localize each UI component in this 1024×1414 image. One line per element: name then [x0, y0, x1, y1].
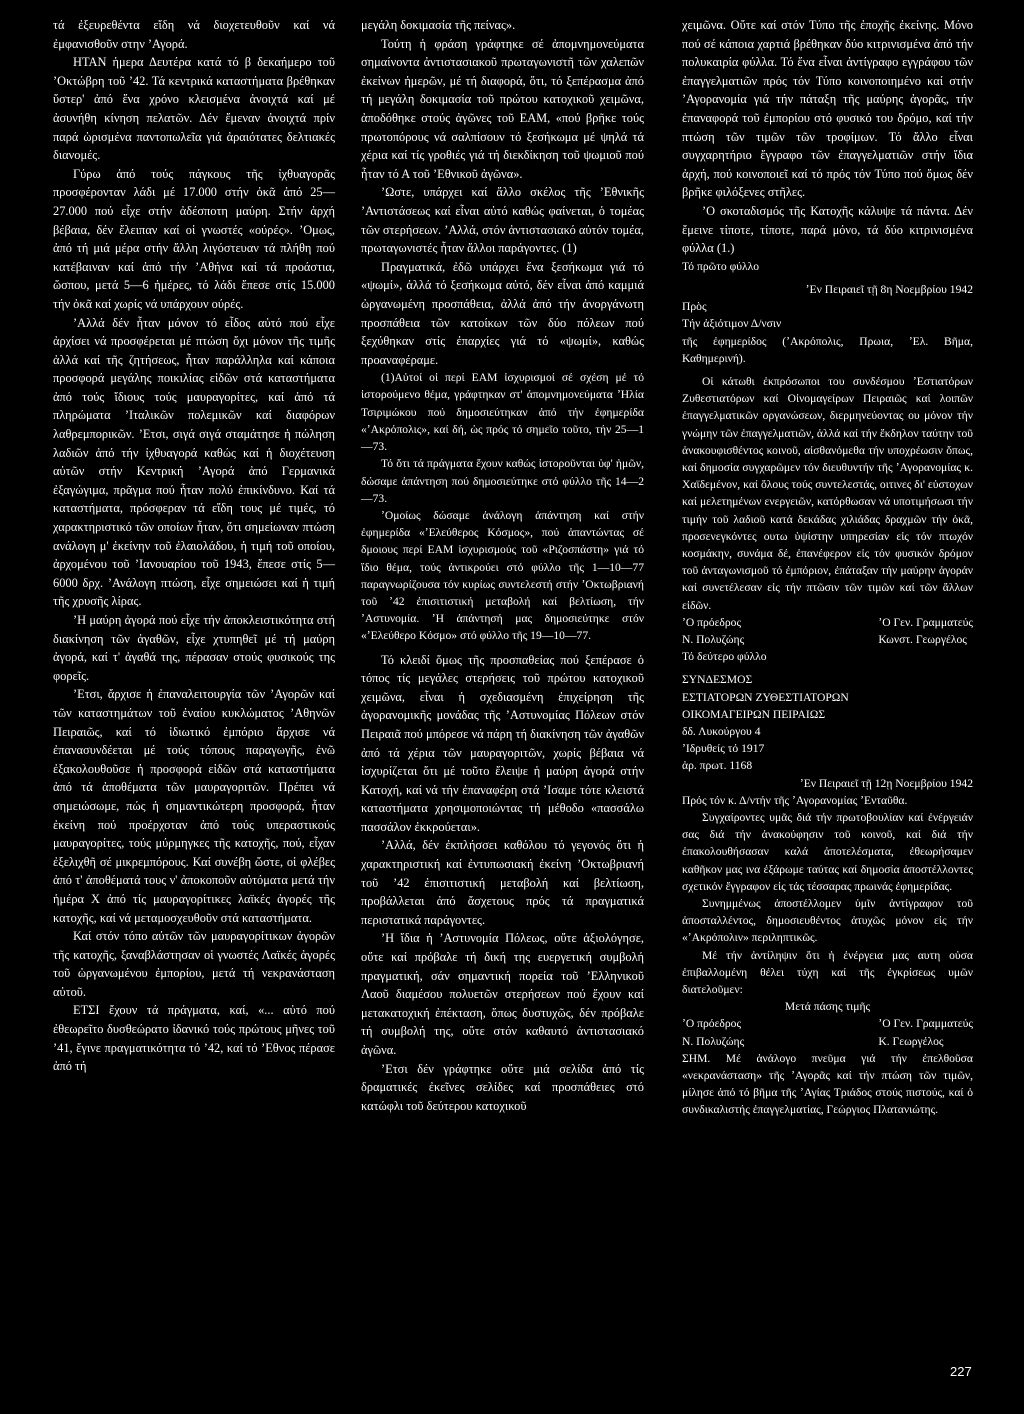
signature-title: ʼΟ Γεν. Γραμματεύς [878, 615, 973, 629]
paragraph: Καί στόν τόπο αὐτῶν τῶν μαυραγορίτικων ἀγορῶν τῆς κατοχῆς, ξαναβλάστησαν οἱ γνωστές Λαϊκές ἀγορές τοῦ ὠργανωμένου ἐμπορίου, μετά τή νεκρανάσταση αὐτοῦ. [53, 929, 335, 999]
letter-org-detail: ʼΙδρυθείς τό 1917 [682, 742, 765, 756]
letter-signatures [682, 614, 973, 648]
letter-org-detail: δδ. Λυκούργου 4 [682, 725, 761, 738]
footnote-block [361, 369, 644, 644]
paragraph: χειμῶνα. Οὔτε καί στόν Τύπο τῆς ἐποχῆς ἐκείνης. Μόνο πού σέ κάποια χαρτιά βρέθηκαν δύο κιτρινισμένα ἀπό τήν πολυκαιρία φύλλα. Τό ἕνα εἶναι ἀντίγραφο εγγράφου τῶν ἐπαγγελματιῶν πρός τόν Τύπο κοινοποιημένο καί στήν ʼΑγορανομία γιά τήν πάταξη τῆς μαύρης ἀγορᾶς, τήν ἐπαναφορά τοῦ ἐμπορίου στό φυσικό του δρόμο, καί τήν πτώση τῶν τιμῶν τῶν τροφίμων. Τό ἄλλο εἶναι συγχαρητήριο ἔγγραφο τῶν ἐπαγγελματιῶν στήν ἴδια ἀρχή, πού κοινοποιεῖ καί τό πρός τόν Τύπο πού ὅμως δέν βρῆκε φιλόξενες στῆλες. [682, 18, 973, 200]
letter-closing: Μετά πάσης τιμῆς [784, 1000, 871, 1014]
paragraph: Τούτη ἡ φράση γράφτηκε σέ ἀπομνημονεύματα σημαίνοντα ἀντιστασιακοῦ πρωταγωνιστῆ τῶν χαλεπῶν ἐκείνων ἡμερῶν, μέ τή διαφορά, ὅτι, τό ξεπέρασμα ἀπό τή μεγάλη δοκιμασία τοῦ πρώτου κατοχικοῦ χειμῶνα, ἀποδόθηκε στούς ἀγῶνες τοῦ ΕΑΜ, «πού βρῆκε τούς πρωτοπόρους νά σαλπίσουν τό ξεσήκωμα μέ ψηλά τά χέρια καί τίς γροθιές γιά τή διεκδίκηση τοῦ ψωμιοῦ πού ἦταν τό Α τοῦ ʼΕθνικοῦ ἀγῶνα». [361, 36, 644, 181]
letter-recipient: Πρός τόν κ. Δ/ντήν τῆς ʼΑγορανομίας ʼΕνταῦθα. [682, 793, 908, 807]
signature-right [878, 1015, 973, 1049]
letter-date: ʼΕν Πειραιεῖ τῇ 8η Νοεμβρίου 1942 [805, 282, 973, 296]
paragraph: Τό κλειδί ὅμως τῆς προσπαθείας πού ξεπέρασε ὁ τόπος τίς μεγάλες στερήσεις τοῦ πρώτου κατοχικοῦ χειμῶνα, εἶναι ἡ σχεδιασμένη ἐπιχείρηση τῆς ἀγορανομικῆς μονάδας τῆς ʼΑστυνομίας Πόλεων στόν Πειραιᾶ πού μπόρεσε νά πάρη τή διακίνηση τῶν ἀγαθῶν ἀπό τά χέρια τῶν μαυραγοριτῶν, χωρίς βέβαια νά ἰσχυρίζεται ὅτι μέ τοῦτο ἔλειψε ἡ μαύρη ἀγορά στήν Κατοχή, καί νά τήν ἐπαναφέρη στά ʼΙσαμε τότε κλειστά καταστήματα χρησιμοποιώντας τή μέθοδο «πασσάλω πασσάλον ἐκκρούεται». [361, 652, 644, 834]
paragraph: Πραγματικά, ἐδῶ υπάρχει ἕνα ξεσήκωμα γιά τό «ψωμί», ἀλλά τό ξεσήκωμα αὐτό, δέν εἶναι ἀπό καμμιά ὠργανωμένη προσπάθεια, ἀλλά ἀπό τήν ἀνοργάνωτη προσπάθεια τῶν κατοίκων τῶν δύο πόλεων πού ξεχύθηκαν στίς ἐπαρχίες γιά τό «ψωμί», καθώς προαναφέραμε. [361, 259, 644, 367]
letter-recipient: τῆς ἐφημερίδος (ʼΑκρόπολις, Πρωια, ʼΕλ. Βῆμα, Καθημερινή). [682, 334, 973, 365]
paragraph: ʼΗ ἴδια ἡ ʼΑστυνομία Πόλεως, οὔτε ἀξιολόγησε, οὔτε καί πρόβαλε τή δική της ευεργετική συμβολή πραγματική, σάν σημαντική πορεία τοῦ ʼΕλληνικοῦ Λαοῦ διαμέσου πολυετῶν στερήσεων πού ἔχουν καί μετακατοχική ἐπέκταση, ὅπως δυστυχῶς, δέν πρόβαλε τή συμβολή της, οὔτε στόν καθαυτό ἀντιστασιακό ἀγῶνα. [361, 931, 644, 1057]
letter-note: ΣΗΜ. Μέ ἀνάλογο πνεῦμα γιά τήν ἐπελθοῦσα «νεκρανάσταση» τῆς ʼΑγορᾶς καί τήν πτώση τῶν τιμῶν, μίλησε ἀπό τό βῆμα τῆς ʼΑγίας Τριάδος στούς πιστούς, καί ὁ συνδικαλιστής ἐπαγγελματίας, Γεώργιος Πλατανιώτης. [682, 1051, 973, 1117]
paragraph: ʼΕτσι, ἄρχισε ἡ ἐπαναλειτουργία τῶν ʼΑγορῶν καί τῶν καταστημάτων τοῦ ἐναίου κυκλώματος ʼΑθηνῶν Πειραιῶς, καί τό ἰδιωτικό ἐμπόριο ἄρχισε νά ἐπανασυνδέεται μέ τούς τόπους παραγωγῆς, ἐνῶ ἐξακολουθοῦσε ἡ προσφορά εἰδῶν στά καταστήματα ἀπό τά ἀποθέματα τῶν μαυραγοριτῶν. Πρέπει νά σημειώσωμε, πώς ἡ σημαντικώτερη προσφορά, ἦταν ἐκείνη πού προέρχοταν ἀπό τούς υπεραστικούς μαυραγορίτες, τούς μύρμηγκες τῆς κατοχῆς, πού, εἶχαν ἐξελιχθῆ σέ μικρεμπόρους. Καί συνέβη ὥστε, οἱ φλέβες ἀπό τ' ἀποθέματά τους ν' ἀποκοποῦν αὐτόματα μετά τήν ἡμέρα Χ ἀπό τίς μαυραγορίτικες λαϊκές ἀγορές τῆς κατοχῆς, καί νά μεταμοσχευθοῦν στά καταστήματα. [53, 687, 335, 925]
signature-left [682, 1015, 744, 1049]
letter-org-detail: ἀρ. πρωτ. 1168 [682, 759, 753, 773]
paragraph: ʼΟ σκοταδισμός τῆς Κατοχῆς κάλυψε τά πάντα. Δέν ἔμεινε τίποτε, τίποτε, παρά μόνο, τά δύο κιτρινισμένα φύλλα (1.) [682, 203, 973, 256]
letter-body: Συγχαίροντες υμᾶς διά τήν πρωτοβουλίαν καί ἐνέργειάν σας διά τήν ἀνακούφησιν τοῦ κοινοῦ, καί διά τήν ἐπακολουθήσασαν καλά ἀποτελέσματα, ἐθεωρήσαμεν καθῆκον μας ινα ἐξάρωμε ταύτας καί δημοσία ἀποστέλλοντες σχετικόν ἔγγραφον εἰς τάς τέσσαρας πρωινάς ἐφημερίδας. [682, 811, 973, 893]
paragraph: ʼΑλλά δέν ἦταν μόνον τό εἶδος αὐτό πού εἶχε ἀρχίσει νά προσφέρεται μέ πτώση ὄχι μόνον τῆς τιμῆς ἀλλά καί τῆς ζητήσεως, ἦταν παράλληλα καί κάποια προσφορά μεγάλης ποικιλίας εἰδῶν στά καταστήματα ἀπό τούς ἴδιους τούς μαυραγορίτες, καί ἀπό τά πληρώματα ʼΙταλικῶν πολεμικῶν καί διαφόρων λαθρεμπορικῶν. ʼΕτσι, σιγά σιγά σταμάτησε ἡ πώληση λαδιῶν ἀπό τήν ἰχθυαγορά καθώς καί ἡ διοχέτευση αὐτῶν στήν Κεντρική ʼΑγορά ἀπό Γερμανικά ἐξαγώγιμα, πρᾶγμα πού ἦταν πολύ ἐπικίνδυνο. Καί τά καταστήματα, πρόσφεραν τά εἴδη τους μέ τιμές, τό χαρακτηριστικό τῶν οποίων ἦταν, ὅτι σημείωναν πτώση ανάλογη μ' ἐκείνην τοῦ ἐλαιολάδου, ἡ τιμή τοῦ οποίου, ἀρχομένου τοῦ ʼΙανουαρίου τοῦ 1943, ἔπεσε στίς 5—6000 δρχ. ʼΑνάλογη πτώση, εἶχε σημειώσει καί ἡ τιμή τῆς χρυσῆς λίρας. [53, 315, 335, 609]
letter-org: ΟΙΚΟΜΑΓΕΙΡΩΝ ΠΕΙΡΑΙΩΣ [682, 707, 826, 721]
letter-org: ΕΣΤΙΑΤΟΡΩΝ ΖΥΘΕΣΤΙΑΤΟΡΩΝ [682, 690, 849, 704]
letter-first [682, 258, 973, 648]
paragraph: ʼΕτσι δέν γράφτηκε οὔτε μιά σελίδα ἀπό τίς δραματικές ἐκεῖνες σελίδες καί προσπάθειες στό κατώφλι τοῦ δεύτερου κατοχικοῦ [361, 1061, 644, 1113]
column-right [682, 16, 973, 1119]
signature-name: Κωνστ. Γεωργέλος [878, 632, 967, 646]
column-left [53, 16, 335, 1076]
footnote: (1)Αὐτοί οἱ περί ΕΑΜ ἰσχυρισμοί σέ σχέση μέ τό ἱστορούμενο θέμα, γράφτηκαν στ' ἀπομνημονεύματα ʼΗλία Τσιριμώκου πού δημοσιεύτηκαν ἀπό τήν ἐφημερίδα «ʼΑκρόπολις», καί δή, ὡς πρός τό σημεῖο τοῦτο, τήν 25—1—73. [361, 371, 644, 454]
signature-title: ʼΟ πρόεδρος [682, 1017, 742, 1031]
footnote: Τό ὅτι τά πράγματα ἔχουν καθώς ἱστοροῦνται ὑφ' ἡμῶν, δώσαμε ἀπάντηση πού δημοσιεύτηκε στό φύλλο τῆς 14—2—73. [361, 457, 644, 505]
letter-body: Συνημμένως ἀποστέλλομεν ὑμῖν ἀντίγραφον τοῦ ἀποσταλλέντος, δημοσιευθέντος ἀτυχῶς μόνον εἰς τήν «ʼΑκρόπολιν» περιληπτικῶς. [682, 897, 973, 945]
letter-org: ΣΥΝΔΕΣΜΟΣ [682, 673, 753, 687]
letter-body: Οἱ κάτωθι ἐκπρόσωποι του συνδέσμου ʼΕστιατόρων Ζυθεστιατόρων καί Οἰνομαγείρων Πειραιῶς καί λοιπῶν ἐπαγγελματικῶν οργανώσεων, διερμηνεύοντας ου μόνον τήν γνώμην τῶν ἐπαγγελματιῶν, ἀλλά καί τήν ἔκδηλον ταύτην τοῦ ἀνακουφισθέντος κοινοῦ, αἰσθανόμεθα τήν υποχρέωσιν ὅπως, καί δημοσία συγχαρῶμεν τόν διευθυντήν τῆς ʼΑγορανομίας κ. Χαϊδεμένον, καί ὅλους τούς συντελεστάς, οιτινες δι' εὐστοχων καί μελετημένων ενεργειῶν, κατόρθωσαν νά υποτιμήσωσι τήν τιμήν τοῦ λαδιοῦ κατά δεκάδας χιλιάδας δραχμῶν τήν ὀκᾶ, προσενεγκόντες ουτω ὑψίστην υπηρεσίαν εἰς τόν πτωχόν κοσμάκην, συνάμα δέ, ἐπανέφερον εἰς τόν φυσικόν δρόμον τοῦ ἀνταγωνισμοῦ τό ἐμπόριον, ἐπάταξαν τήν μαύρην ἀγοράν καί συνετέλεσαν εἰς τήν πτῶσιν τῶν τιμῶν καί τῶν ἄλλων εἰδῶν. [682, 374, 973, 612]
signature-left [682, 614, 744, 648]
letter-date: ʼΕν Πειραιεῖ τῇ 12ῃ Νοεμβρίου 1942 [799, 776, 973, 790]
page-number: 227 [950, 1364, 972, 1379]
signature-name: Ν. Πολυζώης [682, 1034, 745, 1048]
footnote: ʼΟμοίως δώσαμε ἀνάλογη ἀπάντηση καί στήν ἐφημερίδα «ʼΕλεύθερος Κόσμος», πού ἀπαντώντας σέ δμοιους περί ΕΑΜ ἰσχυρισμούς τοῦ «Ριζοσπάστη» γιά τό ἴδιο θέμα, τούς ἀντικρούει στό φύλλο τῆς 1—10—77 παραγνωρίζουσα τόν κυρίως συντελεστή στήν ʼΟκτωβριανή τοῦ ʼ42 ἐπισιτιστική μεταβολή καί βελτίωση, τήν ʼΑστυνομία. ʼΗ ἀπάντησή μας δημοσιεύτηκε στόν «ʼΕλεύθερο Κόσμο» στό φύλλο τῆς 19—10—77. [361, 508, 644, 643]
paragraph: ʼΗ μαύρη ἀγορά πού εἶχε τήν ἀποκλειστικότητα στή διακίνηση τῶν ἀγαθῶν, εἶχε χτυπηθεῖ μέ τή μαύρη ἀγορά, καί τ' ἀγαθά της, πέρασαν στούς φυσικούς της φορεῖς. [53, 613, 335, 683]
letter-recipient: Τήν ἀξιότιμον Δ/νσιν [682, 317, 782, 331]
signature-title: ʼΟ πρόεδρος [682, 615, 742, 629]
letter-signatures [682, 1015, 973, 1049]
letter-heading: Τό δεύτερο φύλλο [682, 650, 767, 664]
signature-name: Ν. Πολυζώης [682, 632, 745, 646]
paragraph: τά ἐξευρεθέντα εἴδη νά διοχετευθοῦν καί νά ἐμφανισθοῦν στην ʼΑγορά. [53, 18, 335, 51]
paragraph: ʼΩστε, υπάρχει καί ἄλλο σκέλος τῆς ʼΕθνικῆς ʼΑντιστάσεως καί εἶναι αὐτό καθώς φαίνεται, ὁ τομέας τῶν στερήσεων. ʼΑλλά, στόν ἀντιστασιακό αὐτόν τομέα, πρωταγωνιστές ἦταν ἄλλοι παράγοντες. (1) [361, 185, 644, 256]
signature-right [878, 614, 973, 648]
column-middle [361, 16, 644, 1115]
letter-body: Μέ τήν ἀντίληψιν ὅτι ἡ ἐνέργεια μας αυτη οὐσα ἐπιβαλλομένη θέλει τύχη καί τῆς ἐγκρίσεως υμῶν διατελοῦμεν: [682, 948, 973, 997]
signature-title: ʼΟ Γεν. Γραμματεύς [878, 1017, 973, 1031]
letter-second [682, 648, 973, 1118]
letter-heading: Τό πρῶτο φύλλο [682, 259, 760, 273]
paragraph: Γύρω ἀπό τούς πάγκους τῆς ἰχθυαγορᾶς προσφέρονταν λάδι μέ 17.000 στήν ὀκᾶ ἀπό 25—27.000 πού εἶχε στήν ἀδέσποτη μαύρη. Στήν ἀρχή βέβαια, δέν ἔλειπαν καί οἱ γνωστές «ούρές». ʼΟμως, ἀπό τή μιά μέρα στήν ἄλλη λιγόστευαν τά πλήθη πού κατέβαιναν καί ἀπό τήν ʼΑθήνα καί τά προάστια, ὥσπου, μετά 5—6 ἡμέρες, τό λάδι ἔπεσε στίς 15.000 τήν ὀκᾶ καί χωρίς νά υπάρχουν ούρές. [53, 166, 335, 311]
signature-name: Κ. Γεωργέλος [878, 1034, 944, 1048]
paragraph: μεγάλη δοκιμασία τῆς πείνας». [361, 18, 516, 32]
letter-to-prefix: Πρὸς [682, 300, 707, 314]
paragraph: ΕΤΣΙ ἔχουν τά πράγματα, καί, «... αὐτό πού ἐθεωρεῖτο δυσθεώρατο ἰδανικό τούς πρώτους μῆνες τοῦ ʼ41, ἔγινε πραγματικότητα τό ʼ42, καί τό ʼΕθνος πέρασε ἀπό τή [53, 1003, 335, 1074]
paragraph: ʼΑλλά, δέν ἐκπλήσσει καθόλου τό γεγονός ὅτι ἡ χαρακτηριστική καί ἐντυπωσιακή ἐκείνη ʼΟκτωβριανή τοῦ ʼ42 ἐπισιτιστική μεταβολή καί βελτίωση, προβάλλεται ἀπό ἄσχετους πρός τά πραγματικά περιστατικά παράγοντες. [361, 838, 644, 927]
paragraph: ΗΤΑΝ ἡμερα Δευτέρα κατά τό β δεκαήμερο τοῦ ʼΟκτώβρη τοῦ ʼ42. Τά κεντρικά καταστήματα βρέθηκαν ὕστερ' ἀπό ἕνα χρόνο κλεισμένα ἀνοιχτά καί μέ ἀσυνήθη κίνηση πελατῶν. Δέν ἔμεναν ἀνοιχτά πρίν παρά ὡρισμένα παντοπωλεῖα γιά ἀραιότατες δελτιακές διανομές. [53, 55, 335, 163]
